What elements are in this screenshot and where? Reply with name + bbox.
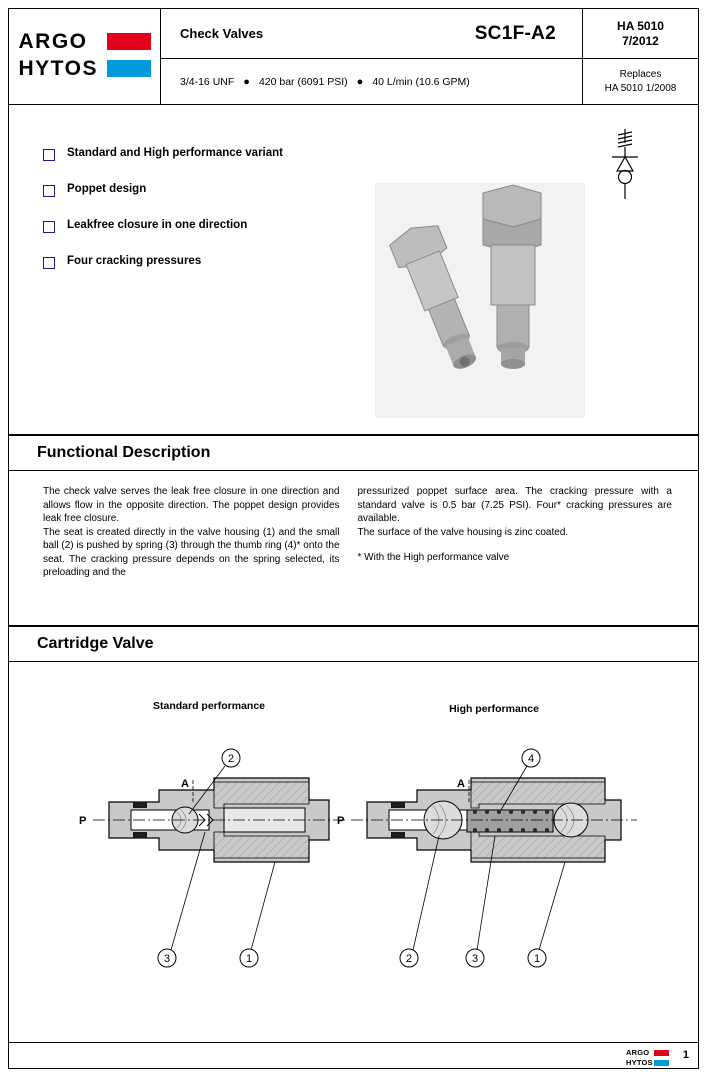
drawing-standard [79, 749, 345, 967]
drawing-high-performance [337, 749, 637, 967]
callout-2: 2 [227, 753, 235, 765]
doc-replaces [583, 59, 698, 104]
list-item [43, 183, 373, 197]
footer-logo-row-argo [626, 1048, 670, 1057]
functional-column-left [43, 485, 358, 613]
logo-text-hytos: HYTOS [18, 56, 98, 80]
logo-bar-red-icon [107, 33, 151, 50]
footer-logo-bar-red-icon [654, 1050, 669, 1056]
port-label-a: A [181, 778, 189, 790]
feature-label: Poppet design [67, 183, 147, 195]
feature-label: Leakfree closure in one direction [67, 219, 248, 231]
callout-3: 3 [471, 953, 479, 965]
product-code: SC1F-A2 [474, 22, 556, 44]
document-footer [9, 1042, 698, 1068]
section-title: Cartridge Valve [37, 635, 154, 652]
port-label-p: P [337, 815, 345, 827]
list-item [43, 219, 373, 233]
hydraulic-symbol-icon [590, 127, 660, 207]
spec-separator-icon: ● [356, 75, 364, 88]
functional-paragraph: pressurized poppet surface area. The cracking pressure with a standard valve is 0.5 bar (7.25 PSI). Four* cracking pressures are available. [357, 486, 672, 524]
replaces-doc: HA 5010 1/2008 [604, 82, 677, 94]
features-list [43, 147, 373, 291]
replaces-label: Replaces [619, 68, 662, 80]
callout-2: 2 [405, 953, 413, 965]
checkbox-icon [43, 185, 55, 197]
section-title: Functional Description [37, 444, 211, 461]
footer-logo-text-argo: ARGO [626, 1048, 650, 1057]
section-banner-functional [9, 435, 698, 471]
functional-footnote: * With the High performance valve [357, 552, 510, 563]
functional-paragraph: The surface of the valve housing is zinc coated. [357, 526, 569, 538]
header-specs-row [161, 59, 582, 104]
brand-logo [9, 9, 161, 104]
product-photo [375, 183, 585, 418]
spec-thread: 3/4-16 UNF [180, 75, 235, 88]
doc-date: 7/2012 [622, 33, 659, 48]
section-banner-cartridge [9, 626, 698, 662]
header-doc-cell [583, 9, 698, 104]
checkbox-icon [43, 149, 55, 161]
page-number: 1 [682, 1049, 689, 1061]
drawing-caption-standard: Standard performance [152, 700, 266, 712]
doc-number: HA 5010 [617, 18, 664, 33]
functional-description-body [9, 471, 698, 626]
functional-paragraph: The check valve serves the leak free closure in one direction and allows flow in the opposite direction. The poppet design provides leak free closure. [43, 486, 340, 524]
functional-column-right [358, 485, 673, 613]
cartridge-section-drawings [9, 722, 698, 992]
footer-brand-logo [626, 1048, 670, 1068]
document-header [9, 9, 698, 105]
port-label-p: P [79, 815, 87, 827]
cartridge-valve-section [9, 662, 698, 1032]
logo-row-hytos [19, 57, 151, 81]
features-section [9, 105, 698, 435]
drawing-caption-high: High performance [449, 703, 539, 715]
callout-1: 1 [245, 953, 253, 965]
logo-text-argo: ARGO [18, 29, 88, 53]
feature-label: Standard and High performance variant [67, 147, 283, 159]
callout-4: 4 [527, 753, 535, 765]
spec-pressure: 420 bar (6091 PSI) [258, 75, 348, 88]
list-item [43, 255, 373, 269]
logo-bar-blue-icon [107, 60, 151, 77]
footer-logo-text-hytos: HYTOS [626, 1058, 653, 1067]
port-label-a: A [457, 778, 465, 790]
spec-separator-icon: ● [243, 75, 250, 88]
callout-1: 1 [533, 953, 541, 965]
document-page [8, 8, 699, 1069]
list-item [43, 147, 373, 161]
callout-3: 3 [163, 953, 171, 965]
header-title-cell [161, 9, 583, 104]
feature-label: Four cracking pressures [67, 255, 202, 267]
functional-paragraph: The seat is created directly in the valve housing (1) and the small ball (2) is pushed by spring (3) through the thumb ring (4)* onto the seat. The cracking pressure depends on the spring selected, its preloading and the [43, 526, 340, 578]
checkbox-icon [43, 257, 55, 269]
doc-identifier [583, 9, 698, 59]
header-title-row [161, 9, 582, 59]
checkbox-icon [43, 221, 55, 233]
spec-flow: 40 L/min (10.6 GPM) [372, 75, 470, 88]
footer-logo-bar-blue-icon [654, 1060, 669, 1066]
product-family: Check Valves [180, 26, 264, 41]
footer-logo-row-hytos [626, 1058, 670, 1067]
logo-row-argo [19, 30, 151, 54]
